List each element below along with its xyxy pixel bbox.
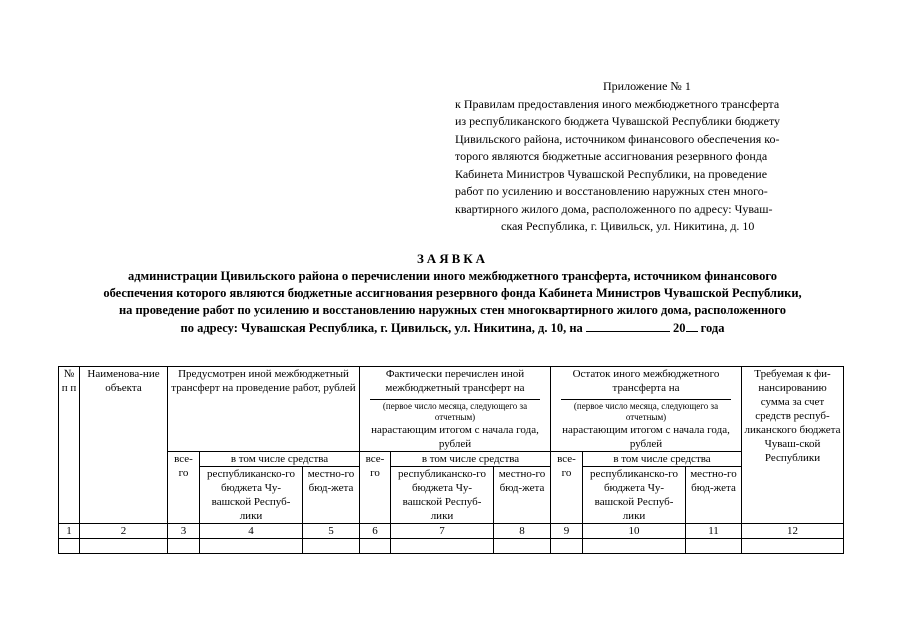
appendix-line: из республиканского бюджета Чувашской Республики бюджету <box>455 114 781 128</box>
column-number: 10 <box>583 524 686 539</box>
header-local-3: местно-го бюд-жета <box>686 467 742 524</box>
title-year: 20 <box>673 321 686 335</box>
column-number: 9 <box>551 524 583 539</box>
appendix-line: Кабинета Министров Чувашской Республики, на проведение <box>455 166 768 181</box>
appendix-number: Приложение № 1 <box>603 79 691 93</box>
header-including-1: в том числе средства <box>200 452 360 467</box>
header-local-2: местно-го бюд-жета <box>494 467 551 524</box>
year-blank-field[interactable] <box>686 319 698 332</box>
header-col-no: № п п <box>59 367 80 524</box>
title-line: администрации Цивильского района о перечислении иного межбюджетного трансферта, источником финансового <box>128 269 777 283</box>
header-col-required: Требуемая к фи-нансированию сумма за счет средств респуб-ликанского бюджета Чуваш-ской Республики <box>742 367 844 524</box>
table-cell[interactable] <box>59 539 80 554</box>
column-number: 1 <box>59 524 80 539</box>
header-including-2: в том числе средства <box>391 452 551 467</box>
title-line: на проведение работ по усилению и восстановлению наружных стен многоквартирного жилого дома, расположенного <box>118 303 787 317</box>
table-cell[interactable] <box>168 539 200 554</box>
header-republic-3: республиканско-го бюджета Чу-вашской Респуб-лики <box>583 467 686 524</box>
appendix-line: Цивильского района, источником финансового обеспечения ко- <box>455 131 780 146</box>
title-line: обеспечения которого являются бюджетные ассигнования резервного фонда Кабинета Министров Чувашской Республики, <box>103 286 802 300</box>
header-republic-2: республиканско-го бюджета Чу-вашской Респуб-лики <box>391 467 494 524</box>
request-title <box>40 250 865 337</box>
table-cell[interactable] <box>551 539 583 554</box>
table-number-row <box>59 524 844 539</box>
header-col-name: Наименова-ние объекта <box>80 367 168 524</box>
appendix-line: работ по усилению и восстановлению наружных стен много- <box>455 184 768 198</box>
table-cell[interactable] <box>303 539 360 554</box>
appendix-line: квартирного жилого дома, расположенного по адресу: Чуваш- <box>455 201 773 216</box>
date-blank-field[interactable] <box>586 319 670 332</box>
header-total-3: все-го <box>551 452 583 524</box>
column-number: 3 <box>168 524 200 539</box>
appendix-header <box>455 78 845 236</box>
title-line-suffix: года <box>700 321 725 335</box>
request-table <box>58 366 844 554</box>
table-cell[interactable] <box>391 539 494 554</box>
column-number: 6 <box>360 524 391 539</box>
column-number: 7 <box>391 524 494 539</box>
table-cell[interactable] <box>360 539 391 554</box>
column-number: 5 <box>303 524 360 539</box>
column-number: 11 <box>686 524 742 539</box>
appendix-line-last: ская Республика, г. Цивильск, ул. Никитина, д. 10 <box>501 219 755 233</box>
table-cell[interactable] <box>686 539 742 554</box>
header-group-remainder-label: Остаток иного межбюджетного трансферта на <box>572 368 720 394</box>
title-main: ЗАЯВКА <box>416 251 489 266</box>
header-note-remainder: (первое число месяца, следующего за отчетным) <box>561 399 731 423</box>
column-number: 2 <box>80 524 168 539</box>
header-group-transferred <box>360 367 551 452</box>
header-cumulative-transferred: нарастающим итогом с начала года, рублей <box>371 424 539 450</box>
column-number: 8 <box>494 524 551 539</box>
header-total-1: все-го <box>168 452 200 524</box>
title-line-prefix: по адресу: Чувашская Республика, г. Цивильск, ул. Никитина, д. 10, на <box>180 321 583 335</box>
header-group-remainder <box>551 367 742 452</box>
column-number: 12 <box>742 524 844 539</box>
column-number: 4 <box>200 524 303 539</box>
header-local-1: местно-го бюд-жета <box>303 467 360 524</box>
appendix-line: к Правилам предоставления иного межбюджетного трансферта <box>455 96 780 111</box>
table-header-row <box>59 367 844 452</box>
table-row <box>59 539 844 554</box>
appendix-line: торого являются бюджетные ассигнования резервного фонда <box>455 149 768 163</box>
header-cumulative-remainder: нарастающим итогом с начала года, рублей <box>562 424 730 450</box>
table-subheader-row <box>59 452 844 467</box>
header-group-transferred-label: Фактически перечислен иной межбюджетный трансферт на <box>385 368 525 394</box>
table-cell[interactable] <box>742 539 844 554</box>
title-line-date <box>40 319 865 337</box>
header-note-transferred: (первое число месяца, следующего за отчетным) <box>370 399 540 423</box>
table-cell[interactable] <box>583 539 686 554</box>
table-cell[interactable] <box>494 539 551 554</box>
header-group-provided: Предусмотрен иной межбюджетный трансферт на проведение работ, рублей <box>168 367 360 452</box>
header-including-3: в том числе средства <box>583 452 742 467</box>
header-republic-1: республиканско-го бюджета Чу-вашской Респуб-лики <box>200 467 303 524</box>
appendix-text <box>455 96 845 236</box>
table-cell[interactable] <box>200 539 303 554</box>
table-cell[interactable] <box>80 539 168 554</box>
header-total-2: все-го <box>360 452 391 524</box>
